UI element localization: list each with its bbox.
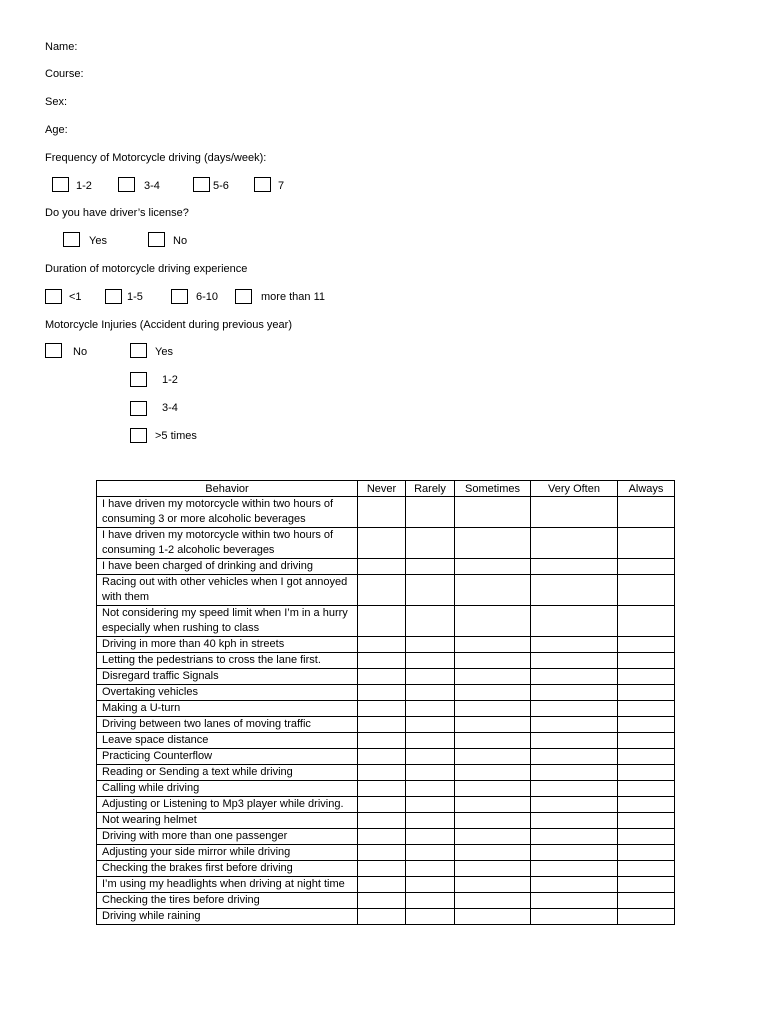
behavior-cell: Adjusting or Listening to Mp3 player while driving. [97,797,358,813]
rating-cell-sometimes[interactable] [455,653,531,669]
rating-cell-very-often[interactable] [531,781,618,797]
rating-cell-rarely[interactable] [406,606,455,637]
rating-cell-never[interactable] [358,685,406,701]
rating-cell-very-often[interactable] [531,559,618,575]
license-checkbox-no[interactable] [148,232,165,247]
behavior-cell: Driving with more than one passenger [97,829,358,845]
rating-cell-rarely[interactable] [406,909,455,925]
rating-cell-sometimes[interactable] [455,497,531,528]
rating-cell-always[interactable] [618,909,675,925]
rating-cell-always[interactable] [618,893,675,909]
rating-cell-never[interactable] [358,733,406,749]
rating-cell-always[interactable] [618,637,675,653]
injuries-sub-option-label: 1-2 [162,374,178,386]
rating-cell-always[interactable] [618,781,675,797]
frequency-checkbox-5-6[interactable] [193,177,210,192]
table-row [97,749,675,765]
frequency-checkbox-7[interactable] [254,177,271,192]
header-rarely: Rarely [406,481,455,497]
rating-cell-rarely[interactable] [406,829,455,845]
table-row [97,575,675,606]
behavior-cell: Checking the tires before driving [97,893,358,909]
table-row [97,861,675,877]
table-row [97,845,675,861]
rating-cell-sometimes[interactable] [455,701,531,717]
duration-option-label: 6-10 [196,291,219,303]
rating-cell-sometimes[interactable] [455,575,531,606]
rating-cell-always[interactable] [618,497,675,528]
rating-cell-sometimes[interactable] [455,606,531,637]
table-row [97,528,675,559]
frequency-option-label: 7 [278,180,285,192]
rating-cell-very-often[interactable] [531,845,618,861]
frequency-option-label: 5-6 [213,180,229,192]
table-row [97,781,675,797]
rating-cell-never[interactable] [358,528,406,559]
rating-cell-always[interactable] [618,765,675,781]
behavior-cell: Driving while raining [97,909,358,925]
rating-cell-never[interactable] [358,797,406,813]
rating-cell-never[interactable] [358,653,406,669]
table-row [97,893,675,909]
rating-cell-rarely[interactable] [406,797,455,813]
rating-cell-always[interactable] [618,797,675,813]
rating-cell-very-often[interactable] [531,669,618,685]
rating-cell-always[interactable] [618,528,675,559]
rating-cell-rarely[interactable] [406,749,455,765]
behavior-cell: Racing out with other vehicles when I got annoyed with them [97,575,358,606]
rating-cell-never[interactable] [358,893,406,909]
rating-cell-always[interactable] [618,861,675,877]
frequency-question: Frequency of Motorcycle driving (days/week): [45,152,267,164]
injuries-yes-label: Yes [155,346,173,358]
rating-cell-very-often[interactable] [531,765,618,781]
behavior-cell: Not wearing helmet [97,813,358,829]
rating-cell-sometimes[interactable] [455,765,531,781]
injuries-checkbox-3-4[interactable] [130,401,147,416]
table-row [97,733,675,749]
rating-cell-sometimes[interactable] [455,528,531,559]
rating-cell-always[interactable] [618,733,675,749]
injuries-question: Motorcycle Injuries (Accident during previous year) [45,319,292,331]
license-question: Do you have driver’s license? [45,207,189,219]
behavior-cell: Adjusting your side mirror while driving [97,845,358,861]
table-row [97,877,675,893]
behavior-cell: Calling while driving [97,781,358,797]
rating-cell-very-often[interactable] [531,528,618,559]
rating-cell-always[interactable] [618,669,675,685]
injuries-sub-option-label: 3-4 [162,402,178,414]
header-never: Never [358,481,406,497]
course-label: Course: [45,68,84,80]
rating-cell-always[interactable] [618,701,675,717]
rating-cell-rarely[interactable] [406,845,455,861]
behavior-cell: Disregard traffic Signals [97,669,358,685]
table-body [97,497,675,925]
rating-cell-rarely[interactable] [406,685,455,701]
rating-cell-very-often[interactable] [531,685,618,701]
duration-checkbox-more-than-11[interactable] [235,289,252,304]
injuries-no-label: No [73,346,88,358]
rating-cell-rarely[interactable] [406,701,455,717]
rating-cell-very-often[interactable] [531,606,618,637]
rating-cell-never[interactable] [358,575,406,606]
duration-question: Duration of motorcycle driving experience [45,263,248,275]
behavior-cell: I have driven my motorcycle within two hours of consuming 1-2 alcoholic beverages [97,528,358,559]
injuries-checkbox-1-2[interactable] [130,372,147,387]
rating-cell-very-often[interactable] [531,575,618,606]
rating-cell-very-often[interactable] [531,717,618,733]
rating-cell-very-often[interactable] [531,909,618,925]
rating-cell-always[interactable] [618,717,675,733]
table-row [97,813,675,829]
license-checkbox-yes[interactable] [63,232,80,247]
header-always: Always [618,481,675,497]
rating-cell-rarely[interactable] [406,637,455,653]
rating-cell-sometimes[interactable] [455,893,531,909]
rating-cell-very-often[interactable] [531,733,618,749]
table-row [97,797,675,813]
behavior-cell: I have driven my motorcycle within two hours of consuming 3 or more alcoholic beverages [97,497,358,528]
rating-cell-never[interactable] [358,845,406,861]
duration-checkbox-lt1[interactable] [45,289,62,304]
duration-checkbox-6-10[interactable] [171,289,188,304]
table-row [97,829,675,845]
rating-cell-always[interactable] [618,845,675,861]
rating-cell-rarely[interactable] [406,813,455,829]
rating-cell-sometimes[interactable] [455,877,531,893]
rating-cell-rarely[interactable] [406,781,455,797]
rating-cell-very-often[interactable] [531,861,618,877]
rating-cell-always[interactable] [618,653,675,669]
rating-cell-sometimes[interactable] [455,717,531,733]
rating-cell-never[interactable] [358,877,406,893]
rating-cell-never[interactable] [358,781,406,797]
table-row [97,717,675,733]
rating-cell-never[interactable] [358,813,406,829]
rating-cell-very-often[interactable] [531,877,618,893]
rating-cell-rarely[interactable] [406,497,455,528]
rating-cell-very-often[interactable] [531,813,618,829]
rating-cell-sometimes[interactable] [455,669,531,685]
table-row [97,497,675,528]
rating-cell-rarely[interactable] [406,877,455,893]
rating-cell-sometimes[interactable] [455,781,531,797]
rating-cell-rarely[interactable] [406,717,455,733]
license-option-label: Yes [89,235,107,247]
rating-cell-always[interactable] [618,606,675,637]
injuries-sub-option-label: >5 times [155,430,197,442]
rating-cell-never[interactable] [358,765,406,781]
frequency-option-label: 1-2 [76,180,92,192]
behavior-cell: I have been charged of drinking and driving [97,559,358,575]
license-option-label: No [173,235,188,247]
rating-cell-never[interactable] [358,749,406,765]
rating-cell-always[interactable] [618,685,675,701]
rating-cell-sometimes[interactable] [455,829,531,845]
rating-cell-rarely[interactable] [406,528,455,559]
behavior-cell: I’m using my headlights when driving at night time [97,877,358,893]
table-row [97,559,675,575]
rating-cell-very-often[interactable] [531,653,618,669]
rating-cell-sometimes[interactable] [455,637,531,653]
rating-cell-never[interactable] [358,701,406,717]
table-row [97,909,675,925]
duration-option-label: 1-5 [127,291,143,303]
rating-cell-very-often[interactable] [531,497,618,528]
header-very-often: Very Often [531,481,618,497]
table-row [97,653,675,669]
sex-label: Sex: [45,96,68,108]
injuries-checkbox-yes[interactable] [130,343,147,358]
rating-cell-sometimes[interactable] [455,861,531,877]
rating-cell-rarely[interactable] [406,765,455,781]
rating-cell-always[interactable] [618,877,675,893]
behavior-cell: Driving in more than 40 kph in streets [97,637,358,653]
rating-cell-sometimes[interactable] [455,749,531,765]
behavior-cell: Leave space distance [97,733,358,749]
rating-cell-always[interactable] [618,813,675,829]
table-row [97,669,675,685]
table-row [97,637,675,653]
rating-cell-sometimes[interactable] [455,813,531,829]
rating-cell-always[interactable] [618,829,675,845]
rating-cell-rarely[interactable] [406,669,455,685]
rating-cell-never[interactable] [358,909,406,925]
rating-cell-never[interactable] [358,861,406,877]
behavior-cell: Not considering my speed limit when I’m in a hurry especially when rushing to class [97,606,358,637]
rating-cell-very-often[interactable] [531,749,618,765]
rating-cell-very-often[interactable] [531,829,618,845]
rating-cell-sometimes[interactable] [455,909,531,925]
rating-cell-rarely[interactable] [406,653,455,669]
header-sometimes: Sometimes [455,481,531,497]
rating-cell-very-often[interactable] [531,637,618,653]
frequency-checkbox-1-2[interactable] [52,177,69,192]
duration-checkbox-1-5[interactable] [105,289,122,304]
rating-cell-never[interactable] [358,829,406,845]
behavior-cell: Overtaking vehicles [97,685,358,701]
rating-cell-rarely[interactable] [406,575,455,606]
frequency-checkbox-3-4[interactable] [118,177,135,192]
rating-cell-never[interactable] [358,559,406,575]
rating-cell-never[interactable] [358,497,406,528]
behavior-cell: Checking the brakes first before driving [97,861,358,877]
name-label: Name: [45,41,78,53]
duration-option-label: <1 [69,291,82,303]
table-row [97,765,675,781]
rating-cell-very-often[interactable] [531,893,618,909]
duration-option-label: more than 11 [261,291,326,303]
rating-cell-never[interactable] [358,606,406,637]
table-header-row [97,481,675,497]
age-label: Age: [45,124,68,136]
behavior-cell: Letting the pedestrians to cross the lane first. [97,653,358,669]
rating-cell-sometimes[interactable] [455,845,531,861]
rating-cell-very-often[interactable] [531,701,618,717]
rating-cell-sometimes[interactable] [455,797,531,813]
behavior-cell: Making a U-turn [97,701,358,717]
injuries-checkbox-no[interactable] [45,343,62,358]
frequency-option-label: 3-4 [144,180,160,192]
rating-cell-rarely[interactable] [406,893,455,909]
rating-cell-rarely[interactable] [406,861,455,877]
rating-cell-rarely[interactable] [406,559,455,575]
rating-cell-rarely[interactable] [406,733,455,749]
table-row [97,606,675,637]
injuries-checkbox-gt5[interactable] [130,428,147,443]
rating-cell-always[interactable] [618,575,675,606]
behavior-cell: Reading or Sending a text while driving [97,765,358,781]
rating-cell-never[interactable] [358,637,406,653]
behavior-table [96,480,675,925]
rating-cell-sometimes[interactable] [455,733,531,749]
rating-cell-always[interactable] [618,559,675,575]
rating-cell-never[interactable] [358,669,406,685]
header-behavior: Behavior [97,481,358,497]
rating-cell-very-often[interactable] [531,797,618,813]
behavior-cell: Driving between two lanes of moving traffic [97,717,358,733]
rating-cell-always[interactable] [618,749,675,765]
table-row [97,685,675,701]
rating-cell-sometimes[interactable] [455,559,531,575]
rating-cell-never[interactable] [358,717,406,733]
table-row [97,701,675,717]
behavior-cell: Practicing Counterflow [97,749,358,765]
rating-cell-sometimes[interactable] [455,685,531,701]
